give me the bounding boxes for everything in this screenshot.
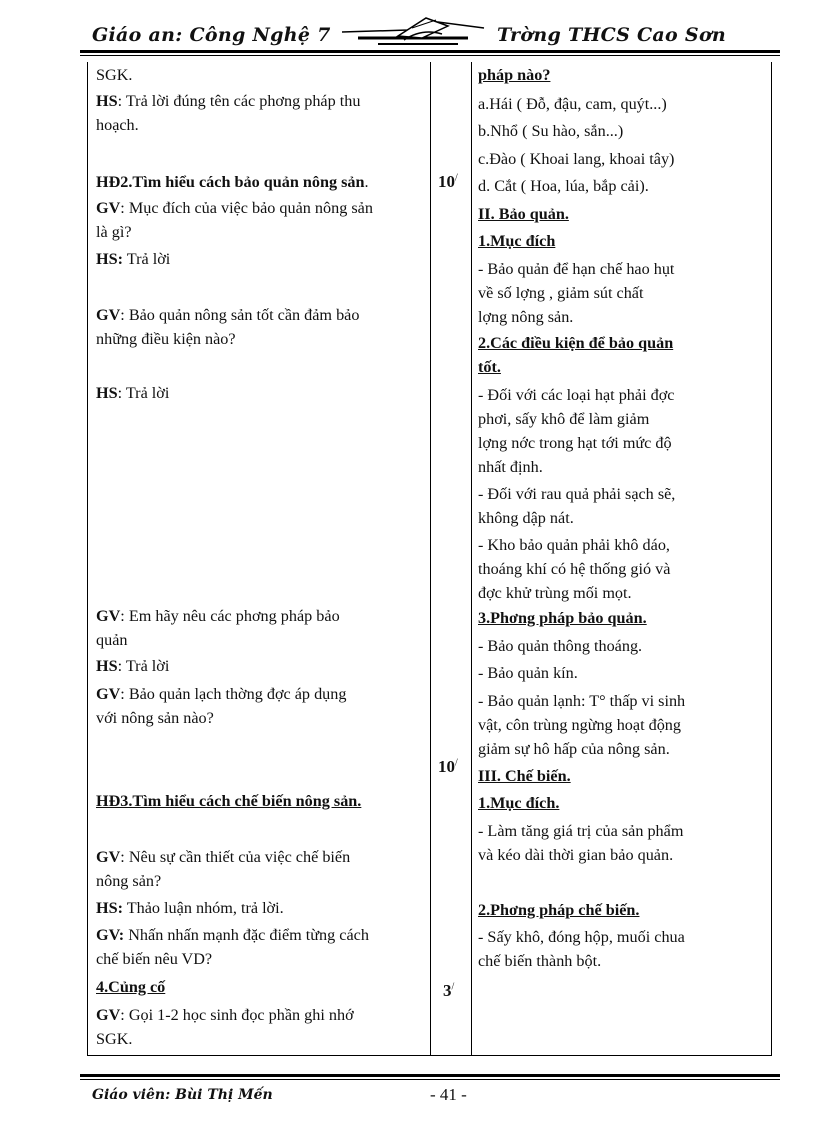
table-divider-2 xyxy=(471,62,472,1055)
gv-question-3: GV: Em hãy nêu các phơng pháp bảo xyxy=(96,607,340,625)
line-sgk: SGK. xyxy=(96,66,133,84)
gv-question-5: GV: Nêu sự cần thiết của việc chế biến xyxy=(96,848,351,866)
hs-answer-4: HS: Trả lời xyxy=(96,657,170,675)
hs-answer-1: HS: Trả lời đúng tên các phơng pháp thu xyxy=(96,92,361,110)
table-border-bottom xyxy=(87,1055,772,1056)
table-divider-1 xyxy=(430,62,431,1055)
gv-question-6: GV: Nhấn nhấn mạnh đặc điểm từng cách xyxy=(96,926,369,944)
gv-question-1: GV: Mục đích của việc bảo quản nông sản xyxy=(96,199,373,217)
section-processing: III. Chế biến. xyxy=(478,767,571,785)
footer-rule-thick xyxy=(80,1074,780,1077)
section-preservation: II. Bảo quản. xyxy=(478,205,569,223)
table-border-right xyxy=(771,62,772,1055)
activity-heading-3: HĐ3.Tìm hiểu cách chế biến nông sản. xyxy=(96,792,362,810)
time-mark-1: 10/ xyxy=(438,172,458,191)
gv-question-7: GV: Gọi 1-2 học sinh đọc phần ghi nhớ xyxy=(96,1006,354,1024)
gv-question-2: GV: Bảo quản nông sản tốt cần đảm bảo xyxy=(96,306,360,324)
hs-answer-2: HS: Trả lời xyxy=(96,250,171,268)
header-school-name: Trờng THCS Cao Sơn xyxy=(497,24,727,46)
header-left-title: Giáo an: Công Nghệ 7 xyxy=(92,24,331,46)
footer-teacher-name: Giáo viên: Bùi Thị Mến xyxy=(92,1087,273,1103)
gv-question-4: GV: Bảo quản lạch thờng đợc áp dụng xyxy=(96,685,347,703)
line-hoach: hoạch. xyxy=(96,116,139,134)
header-rule-thin xyxy=(80,55,780,56)
table-border-left xyxy=(87,62,88,1055)
hs-answer-5: HS: Thảo luận nhóm, trả lời. xyxy=(96,899,284,917)
consolidation-heading: 4.Củng cố xyxy=(96,978,166,996)
book-stack-icon xyxy=(338,8,488,50)
hs-answer-3: HS: Trả lời xyxy=(96,384,170,402)
time-mark-3: 3/ xyxy=(443,981,455,1000)
page-number: - 41 - xyxy=(430,1085,467,1104)
activity-heading-2: HĐ2.Tìm hiểu cách bảo quản nông sản. xyxy=(96,173,369,191)
time-mark-2: 10/ xyxy=(438,757,458,776)
footer-rule-thin xyxy=(80,1079,780,1080)
header-rule-thick xyxy=(80,50,780,53)
